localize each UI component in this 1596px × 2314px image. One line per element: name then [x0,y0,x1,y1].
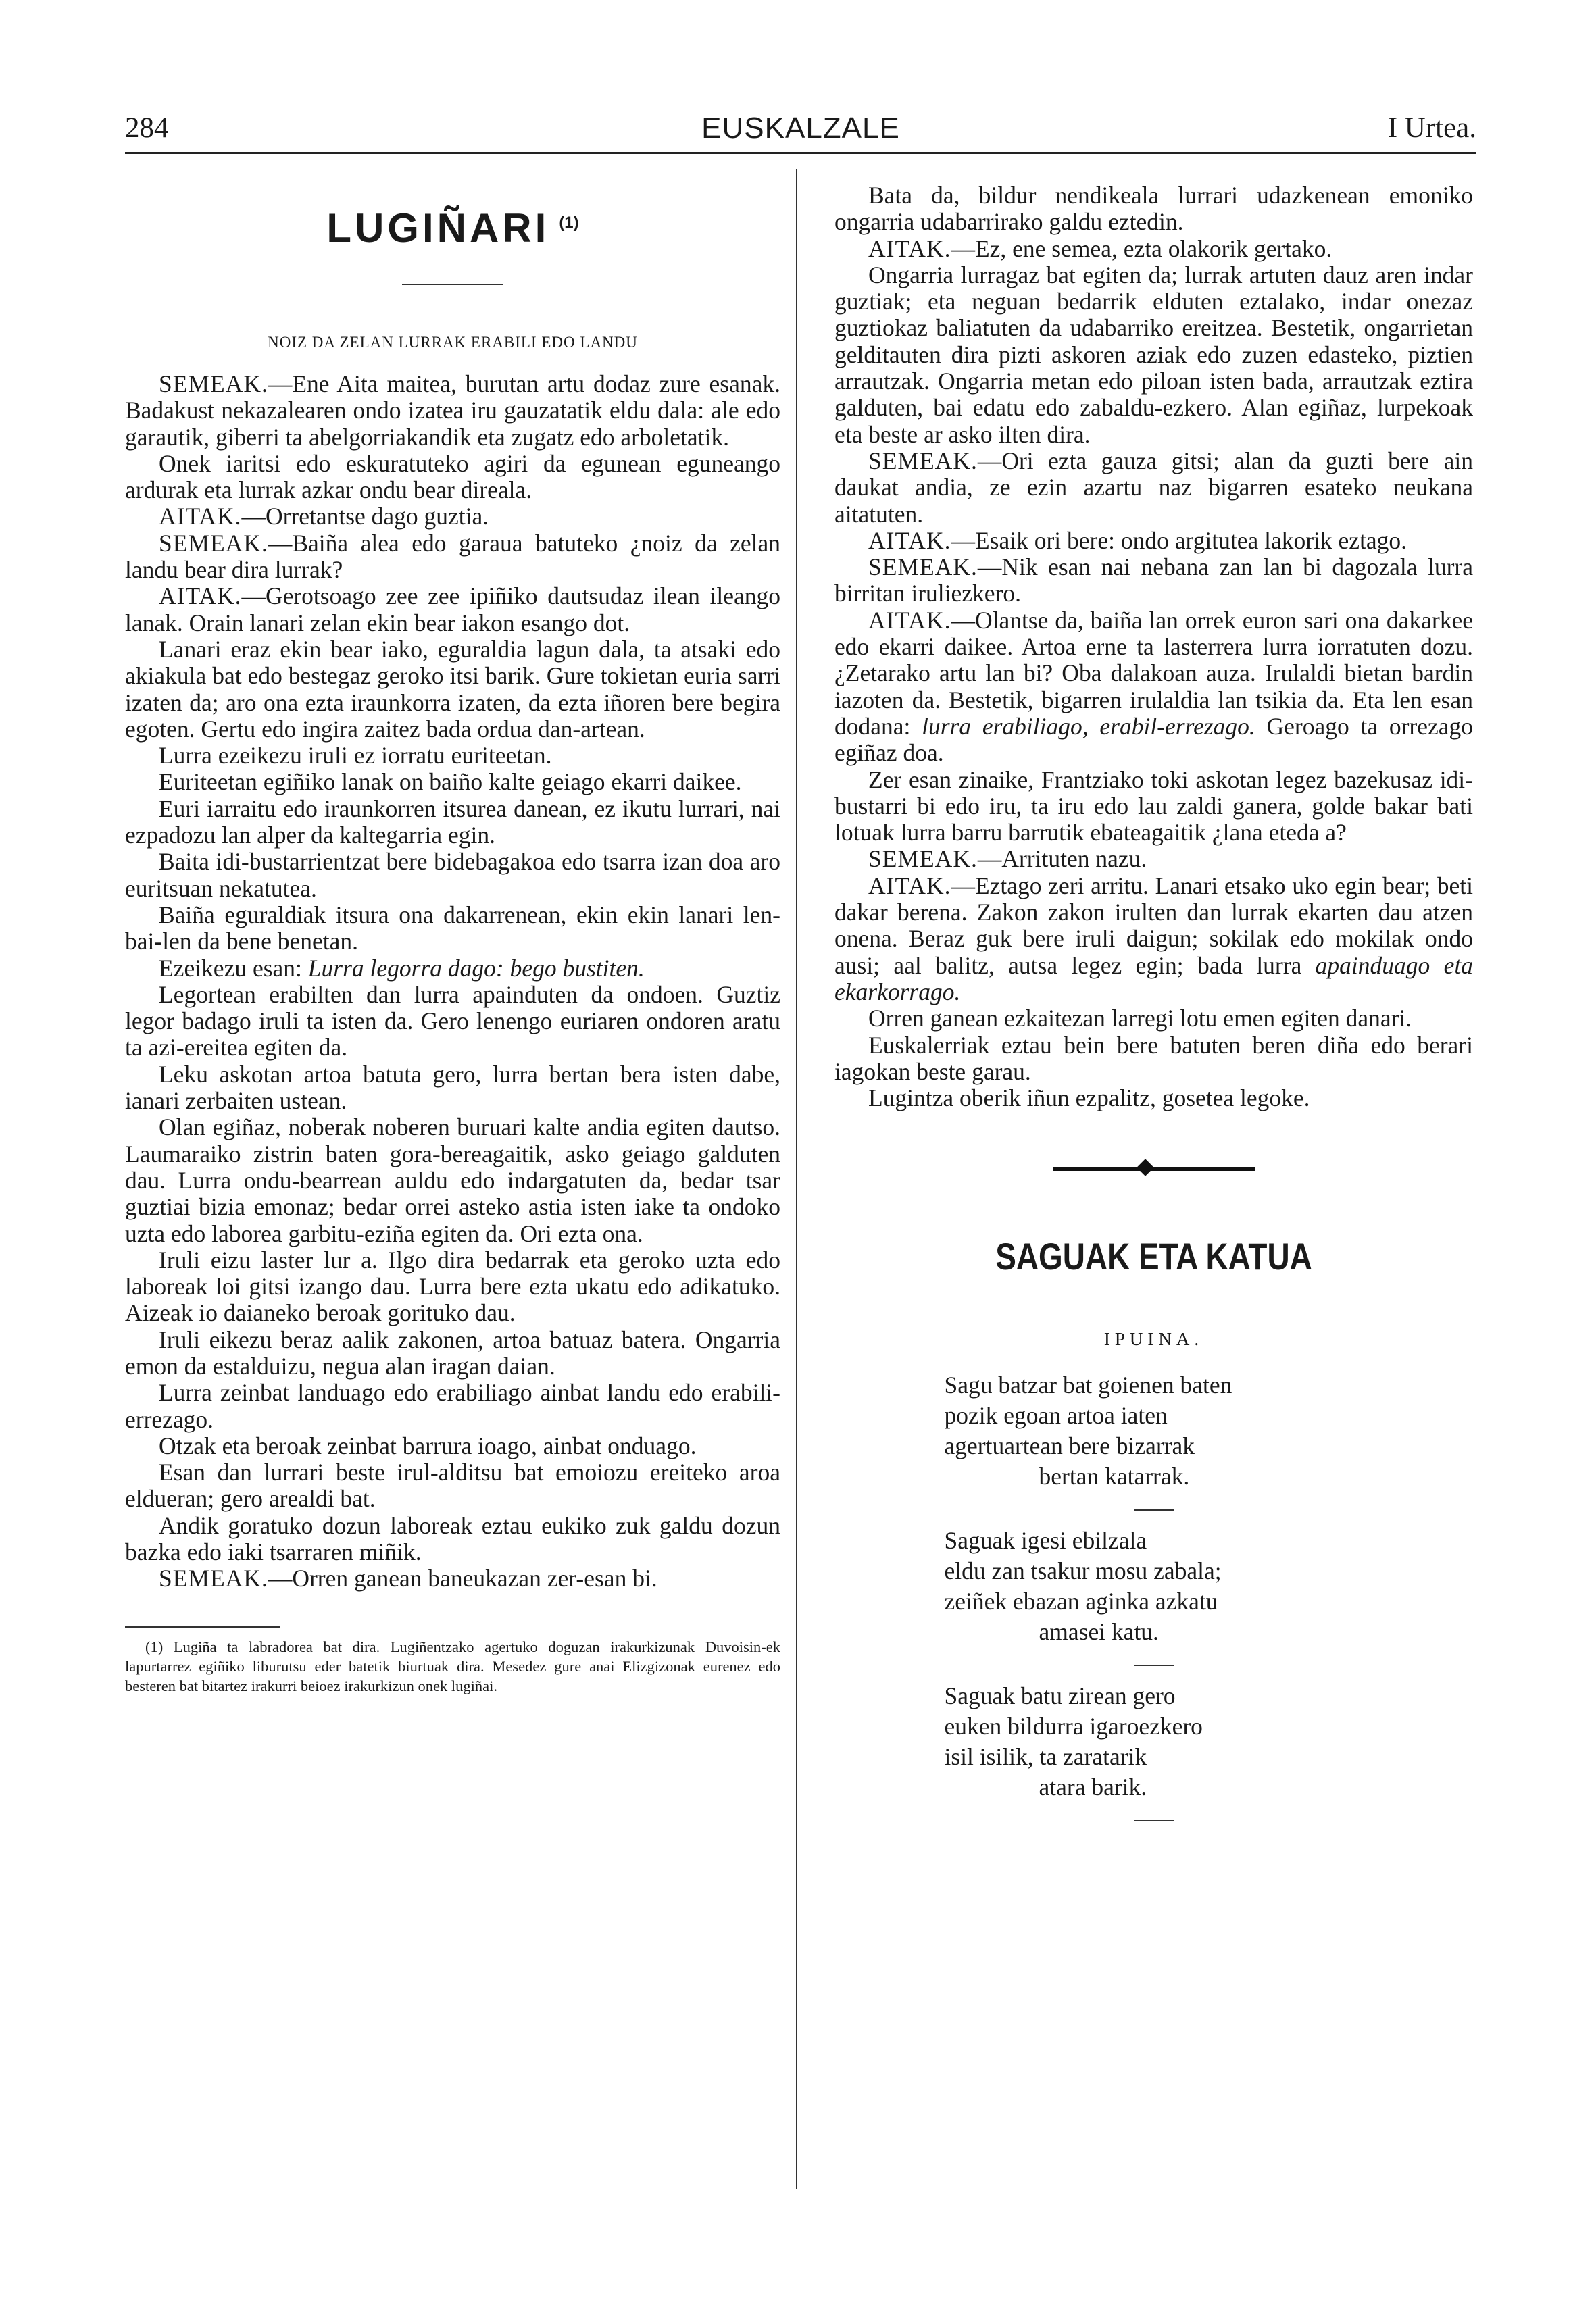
volume-year: I Urtea. [1387,112,1476,144]
footnote: (1) Lugiña ta labradorea bat dira. Lugiñentzako agertuko doguzan irakurkizunak Duvoisin-ek lapurtarrez egiñiko liburutsu eder batetik biurtuak dira. Mesedez gure anai Elizgizonak eurenez edo besteren bat bitartez irakurri beioez irakurkizun onek lugiñai. [125,1638,780,1694]
paragraph: Iruli eizu laster lur a. Ilgo dira bedarrak eta geroko uzta edo laboreak loi gitsi izango dau. Lurra bere ezta ukatu edo adikatuko. Aizeak io daianeko beroak gorituko dau. [125,1246,780,1327]
paragraph: Bata da, bildur nendikeala lurrari udazkenean emoniko ongarria udabarrirako galdu eztedin. [834,182,1473,236]
poem-line: eldu zan tsakur mosu zabala; [944,1557,1222,1585]
poem-line: isil isilik, ta zaratarik [944,1743,1147,1771]
paragraph: Baita idi-bustarrientzat bere bidebagakoa edo tsarra izan doa aro euritsuan nekatutea. [125,848,780,902]
poem-stanza [945,1526,1364,1647]
left-column [125,193,780,1696]
paragraph: Leku askotan artoa batuta gero, lurra bertan bera isten dabe, ianari zerbaiten ustean. [125,1060,780,1115]
paragraph: Esan dan lurrari beste irul-alditsu bat emoiozu ereiteko aroa eldueran; gero arealdi bat. [125,1459,780,1513]
paragraph: SEMEAK.—Arrituten nazu. [868,845,1147,873]
paragraph: Ongarria lurragaz bat egiten da; lurrak artuten dauz aren indar guztiak; eta neguan bedarrik elduten eztalako, indar onezaz guztiokaz baliatuten da udabarriko ereitzea. Bestetik, ongarrietan gelditauten dira pizti askoren aziak edo zuzen edasteko, piztien arrautzak. Ongarria metan edo piloan isten bada, arrautzak eztira galduten, bai edatu edo zabaldu-ezkero. Alan egiñaz, lurpekoak eta beste ar asko ilten dira. [834,261,1473,448]
paragraph: AITAK.—Orretantse dago guztia. [159,503,489,530]
poem-line: atara barik. [1039,1774,1147,1801]
speaker-label: SEMEAK. [159,370,268,397]
paragraph: Lugintza oberik iñun ezpalitz, gosetea legoke. [868,1084,1310,1112]
article-continuation [834,182,1473,1111]
paragraph: Olan egiñaz, noberak noberen buruari kalte andia egiten dautso. Laumaraiko zistrin baten gora-bereagaitik, asko geiago galduten dau. Lurra ondu-bearrean auldu edo indargatuten da, bedar tsar guztiai bizia emonaz; bedar orrei asteko astia isten iake ta ondoko uzta edo laborea garbitu-eziña egiten da. Ori ezta ona. [125,1113,780,1247]
emphasis-text: lurra erabiliago, erabil-errezago. [922,712,1255,740]
poem-stanza [945,1681,1364,1803]
speaker-label: AITAK. [159,582,242,610]
paragraph: Ezeikezu esan: Lurra legorra dago: bego bustiten. [159,954,645,982]
paragraph: AITAK.—Esaik ori bere: ondo argitutea lakorik eztago. [868,526,1407,554]
article-title: LUGIÑARI $^{(1)}$ [326,205,579,251]
emphasis-text: Lurra legorra dago: bego bustiten. [307,954,645,982]
paragraph: SEMEAK.—Nik esan nai nebana zan lan bi dagozala lurra birritan iruliezkero. [834,553,1473,607]
footnote-rule [125,1626,280,1628]
paragraph: SEMEAK.—Ene Aita maitea, burutan artu dodaz zure esanak. Badakust nekazalearen ondo izatea iru gauzatatik eldu dala: ale edo garautik, giberri ta abelgorriakandik eta zugatz edo arboletatik. [125,370,780,451]
speaker-label: AITAK. [868,872,951,899]
speaker-label: SEMEAK. [159,529,268,557]
paragraph: AITAK.—Gerotsoago zee zee ipiñiko dautsudaz ilean ileango lanak. Orain lanari zelan ekin bear iakon esango dot. [125,582,780,636]
poem-body [834,1370,1473,1821]
page-number: 284 [125,112,169,144]
speaker-label: SEMEAK. [868,447,978,474]
speaker-label: AITAK. [868,526,951,554]
poem-subtitle: IPUINA. [1103,1329,1204,1350]
paragraph: AITAK.—Ez, ene semea, ezta olakorik gertako. [868,234,1332,262]
paragraph: Euriteetan egiñiko lanak on baiño kalte geiago ekarri daikee. [159,768,742,796]
speaker-label: SEMEAK. [159,1565,268,1592]
header-rule [125,152,1476,154]
footnote-mark: (1) [559,213,579,232]
poem-line: Saguak igesi ebilzala [944,1527,1147,1555]
paragraph: Andik goratuko dozun laboreak eztau eukiko zuk galdu dozun bazka edo iaki tsarraren miñik. [125,1511,780,1566]
journal-title: EUSKALZALE [701,111,900,145]
paragraph: Euskalerriak eztau bein bere batuten beren diña edo berari iagokan beste garau. [834,1031,1473,1085]
stanza-separator [1134,1820,1174,1821]
paragraph: Otzak eta beroak zeinbat barrura ioago, ainbat onduago. [159,1432,697,1459]
poem-title: SAGUAK ETA KATUA [995,1235,1312,1278]
paragraph: SEMEAK.—Baiña alea edo garaua batuteko ¿noiz da zelan landu bear dira lurrak? [125,529,780,584]
paragraph: Onek iaritsi edo eskuratuteko agiri da egunean eguneango ardurak eta lurrak azkar ondu bear direala. [125,449,780,504]
article-subtitle: NOIZ DA ZELAN LURRAK ERABILI EDO LANDU [268,334,638,351]
title-rule [402,284,503,285]
poem-line: amasei katu. [1039,1618,1159,1646]
right-column [834,182,1473,1836]
paragraph: SEMEAK.—Orren ganean baneukazan zer-esan bi. [159,1565,657,1592]
paragraph: Lurra ezeikezu iruli ez iorratu euriteetan. [159,742,552,770]
column-divider [796,169,797,2189]
paragraph: Baiña eguraldiak itsura ona dakarrenean, ekin ekin lanari len-bai-len da bene benetan. [125,901,780,955]
paragraph: AITAK.—Eztago zeri arritu. Lanari etsako uko egin bear; beti dakar berena. Zakon zakon irulten dan lurrak ekarten dau atzen onena. Beraz guk bere iruli daigun; sokilak edo mokilak ondo ausi; aal balitz, autsa legez egin; bada lurra apainduago eta ekarkorrago. [834,872,1473,1005]
paragraph: Lanari eraz ekin bear iako, eguraldia lagun dala, ta atsaki edo akiakula bat edo bestegaz geroko itsi barik. Gure tokietan euria sarri izaten da; aro ona ezta iraunkorra izaten, da ezta iñoren bere begira egoten. Gertu edo ingira zaitez bada ordua dan-artean. [125,635,780,743]
poem-line: Sagu batzar bat goienen baten [944,1372,1232,1399]
paragraph: AITAK.—Olantse da, baiña lan orrek euron sari ona dakarkee edo ekarri daikee. Artoa erne ta lasterrera lurra iorratuten dozu. ¿Zetarako artu lan bi? Oba dalakoan auza. Irulaldi bietan bardin iazoten da. Bestetik, bigarren irulaldia lan tsikia da. Eta len esan dodana: lurra erabiliago, erabil-errezago. Geroago ta orrezago egiñaz doa. [834,606,1473,767]
paragraph: Lurra zeinbat landuago edo erabiliago ainbat landu edo erabili-errezago. [125,1379,780,1433]
poem-line: pozik egoan artoa iaten [944,1402,1168,1430]
speaker-label: AITAK. [868,606,951,634]
poem-line: Saguak batu zirean gero [944,1682,1176,1710]
speaker-label: SEMEAK. [868,845,978,873]
paragraph: Legortean erabilten dan lurra apainduten da ondoen. Guztiz legor badago iruli ta isten da. Gero lenengo euriaren ondoren aratu ta azi-ereitea egiten da. [125,980,780,1061]
stanza-separator [1134,1665,1174,1666]
running-header [125,108,1476,149]
poem-line: zeiñek ebazan aginka azkatu [944,1588,1218,1615]
paragraph: Orren ganean ezkaitezan larregi lotu emen egiten danari. [868,1005,1412,1032]
poem-stanza [945,1370,1364,1492]
speaker-label: SEMEAK. [868,553,978,581]
article-body [125,371,780,1592]
section-ornament [1053,1159,1255,1179]
speaker-label: AITAK. [159,503,242,530]
speaker-label: AITAK. [868,234,951,262]
poem-line: euken bildurra igaroezkero [944,1713,1203,1740]
stanza-separator [1134,1509,1174,1511]
emphasis-text: apainduago eta ekarkorrago. [834,951,1473,1005]
poem-line: agertuartean bere bizarrak [944,1432,1195,1460]
paragraph: Iruli eikezu beraz aalik zakonen, artoa batuaz batera. Ongarria emon da estalduizu, negua alan iragan daian. [125,1326,780,1380]
paragraph: Zer esan zinaike, Frantziako toki askotan legez bazekusaz idi-bustarri bi edo iru, ta iru edo lau zaldi ganera, golde bakar bati lotuak lurra barru barrutik ebateagaitik ¿lana eteda a? [834,765,1473,847]
paragraph: Euri iarraitu edo iraunkorren itsurea danean, ez ikutu lurrari, nai ezpadozu lan alper da kaltegarria egin. [125,795,780,849]
poem-line: bertan katarrak. [1039,1463,1190,1490]
paragraph: SEMEAK.—Ori ezta gauza gitsi; alan da guzti bere ain daukat andia, ze ezin azartu naz bigarren esateko neukana aitatuten. [834,447,1473,528]
